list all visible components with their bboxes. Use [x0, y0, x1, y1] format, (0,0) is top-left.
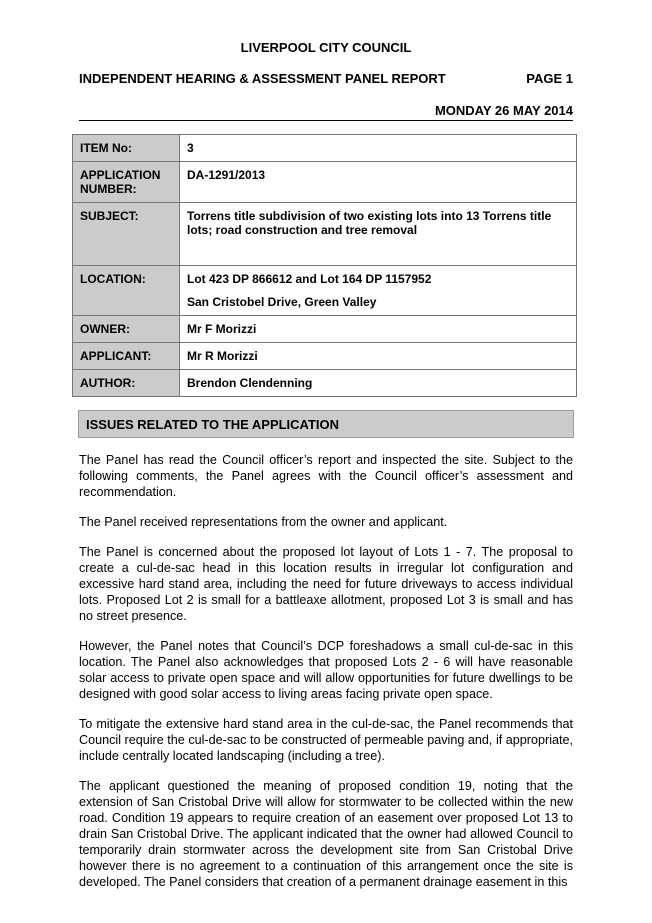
table-row: [73, 370, 577, 397]
row-value: Mr R Morizzi: [180, 343, 577, 370]
location-lots: Lot 423 DP 866612 and Lot 164 DP 1157952: [187, 272, 432, 286]
row-label: LOCATION:: [73, 266, 180, 316]
paragraph: To mitigate the extensive hard stand area in the cul-de-sac, the Panel recommends that Council require the cul-de-sac to be constructed of permeable paving and, if appropriate, include centrally located landscaping (including a tree).: [79, 717, 573, 763]
row-label: AUTHOR:: [73, 370, 180, 397]
row-value: 3: [180, 135, 577, 162]
table-row: [73, 203, 577, 266]
issues-section-heading: [78, 410, 574, 438]
row-value: DA-1291/2013: [180, 162, 577, 203]
row-label: OWNER:: [73, 316, 180, 343]
table-row: [73, 316, 577, 343]
council-name: LIVERPOOL CITY COUNCIL: [240, 40, 412, 55]
row-value: Torrens title subdivision of two existing lots into 13 Torrens title lots; road construction and tree removal: [180, 203, 577, 266]
table-row: [73, 343, 577, 370]
application-info-table: [72, 134, 577, 397]
table-row: [73, 266, 577, 316]
table-row: [73, 162, 577, 203]
row-label: ITEM No:: [73, 135, 180, 162]
meeting-date: MONDAY 26 MAY 2014: [79, 103, 573, 121]
page-number: PAGE 1: [526, 71, 573, 86]
location-street: San Cristobel Drive, Green Valley: [187, 295, 377, 309]
report-title: INDEPENDENT HEARING & ASSESSMENT PANEL REPORT: [79, 71, 446, 86]
table-row: [73, 135, 577, 162]
row-value: Mr F Morizzi: [180, 316, 577, 343]
row-value: [180, 266, 577, 316]
issues-body: [79, 452, 573, 890]
row-label: APPLICANT:: [73, 343, 180, 370]
paragraph: The Panel has read the Council officer’s report and inspected the site. Subject to the following comments, the Panel agrees with the Council officer’s assessment and recommendation.: [79, 453, 573, 499]
paragraph: The Panel is concerned about the proposed lot layout of Lots 1 - 7. The proposal to create a cul-de-sac head in this location results in irregular lot configuration and excessive hard stand area, including the need for future driveways to access individual lots. Proposed Lot 2 is small for a battleaxe allotment, proposed Lot 3 is small and has no street presence.: [79, 545, 573, 623]
issues-heading-text: ISSUES RELATED TO THE APPLICATION: [86, 417, 340, 432]
paragraph: The applicant questioned the meaning of proposed condition 19, noting that the extension of San Cristobal Drive will allow for stormwater to be collected within the new road. Condition 19 appears to require creation of an easement over proposed Lot 13 to drain San Cristobal Drive. The applicant indicated that the owner had allowed Council to temporarily drain stormwater across the development site from San Cristobal Drive however there is no agreement to a continuation of this arrangement once the site is developed. The Panel considers that creation of a permanent drainage easement in this: [79, 779, 573, 889]
paragraph: However, the Panel notes that Council’s DCP foreshadows a small cul-de-sac in this location. The Panel also acknowledges that proposed Lots 2 - 6 will have reasonable solar access to private open space and will allow opportunities for future dwellings to be designed with good solar access to living areas facing private open space.: [79, 639, 573, 701]
paragraph: The Panel received representations from the owner and applicant.: [79, 515, 448, 529]
row-label: SUBJECT:: [73, 203, 180, 266]
row-value: Brendon Clendenning: [180, 370, 577, 397]
row-label: APPLICATION NUMBER:: [73, 162, 180, 203]
